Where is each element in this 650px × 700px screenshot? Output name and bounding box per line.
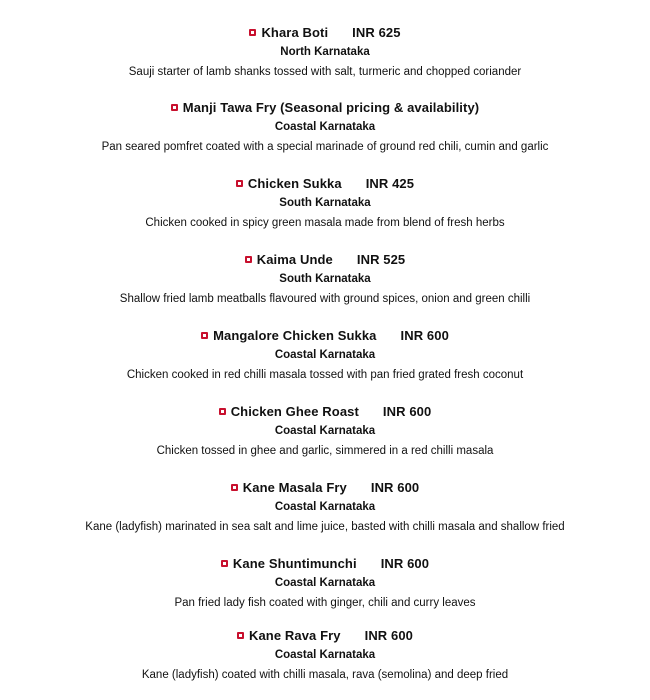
menu-item: [0, 325, 650, 385]
dish-price: INR 525: [356, 251, 406, 267]
dish-price: INR 600: [400, 327, 449, 343]
menu-item: [0, 625, 650, 685]
non-veg-marker-icon: [236, 180, 243, 187]
dish-title-line: [0, 97, 650, 117]
dish-name: Kane Masala Fry: [242, 479, 347, 495]
dish-name: Kaima Unde: [256, 251, 333, 267]
dish-description: Pan fried lady fish coated with ginger, chili and curry leaves: [174, 597, 476, 609]
dish-region: North Karnataka: [280, 46, 370, 58]
menu-item: [0, 401, 650, 461]
dish-title-line: [0, 173, 650, 193]
non-veg-marker-icon: [219, 408, 226, 415]
menu-item: [0, 477, 650, 537]
dish-price: INR 600: [382, 403, 432, 419]
dish-name: Kane Rava Fry: [248, 627, 341, 643]
dish-title-line: [0, 249, 650, 269]
dish-region: Coastal Karnataka: [274, 501, 376, 513]
non-veg-marker-icon: [221, 560, 228, 567]
menu-item: [0, 97, 650, 157]
dish-description: Sauji starter of lamb shanks tossed with salt, turmeric and chopped coriander: [128, 66, 522, 78]
dish-price: INR 600: [364, 627, 413, 643]
dish-price: INR 425: [365, 175, 415, 191]
dish-price: INR 600: [380, 555, 430, 571]
dish-region: Coastal Karnataka: [274, 121, 376, 133]
dish-name: Chicken Ghee Roast: [230, 403, 359, 419]
non-veg-marker-icon: [171, 104, 178, 111]
dish-title-line: [0, 625, 650, 645]
dish-title-line: [0, 401, 650, 421]
dish-description: Chicken tossed in ghee and garlic, simmered in a red chilli masala: [156, 445, 494, 457]
non-veg-marker-icon: [249, 29, 256, 36]
dish-name: Kane Shuntimunchi: [232, 555, 357, 571]
menu-item: [0, 553, 650, 613]
dish-price: INR 600: [370, 479, 420, 495]
dish-description: Kane (ladyfish) marinated in sea salt and lime juice, basted with chilli masala and shallow fried: [85, 521, 565, 533]
dish-description: Pan seared pomfret coated with a special marinade of ground red chili, cumin and garlic: [101, 141, 549, 153]
dish-region: South Karnataka: [279, 197, 371, 209]
dish-description: Shallow fried lamb meatballs flavoured with ground spices, onion and green chilli: [119, 293, 531, 305]
dish-title-line: [0, 477, 650, 497]
non-veg-marker-icon: [237, 632, 244, 639]
non-veg-marker-icon: [245, 256, 252, 263]
dish-description: Chicken cooked in spicy green masala made from blend of fresh herbs: [145, 217, 505, 229]
dish-description: Chicken cooked in red chilli masala tossed with pan fried grated fresh coconut: [126, 369, 524, 381]
dish-title-line: [0, 553, 650, 573]
dish-title-line: [0, 325, 650, 345]
dish-name: Chicken Sukka: [247, 175, 342, 191]
dish-region: Coastal Karnataka: [274, 349, 376, 361]
dish-region: South Karnataka: [279, 273, 371, 285]
dish-description: Kane (ladyfish) coated with chilli masala, rava (semolina) and deep fried: [141, 669, 509, 681]
dish-title-line: [0, 22, 650, 42]
non-veg-marker-icon: [201, 332, 208, 339]
dish-region: Coastal Karnataka: [274, 577, 376, 589]
menu-item: [0, 249, 650, 309]
dish-name: Khara Boti: [261, 24, 329, 40]
dish-name: Manji Tawa Fry (Seasonal pricing & availability): [182, 99, 480, 115]
dish-region: Coastal Karnataka: [274, 649, 376, 661]
dish-price: INR 625: [352, 24, 401, 40]
menu-item: [0, 173, 650, 233]
dish-name: Mangalore Chicken Sukka: [213, 327, 377, 343]
non-veg-marker-icon: [231, 484, 238, 491]
menu-item: [0, 22, 650, 82]
dish-region: Coastal Karnataka: [274, 425, 376, 437]
